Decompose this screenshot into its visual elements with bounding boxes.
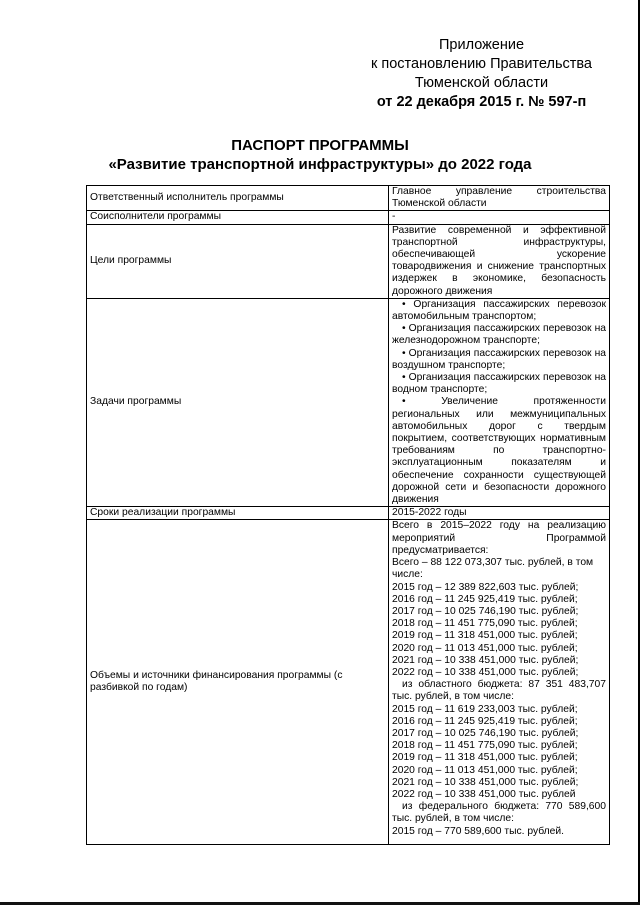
regional-year-line: 2022 год – 10 338 451,000 тыс. рублей [392, 788, 576, 800]
task-item: • Увеличение протяженности региональных или межмуниципальных автомобильных дорог с твердым покрытием, соответствующих нормативным требованиям по транспортно-эксплуатационным показателям и обеспечение сохранности существующей дорожной сети и безопасности дорожного движения [392, 396, 606, 506]
row-label: Сроки реализации программы [87, 507, 389, 520]
regional-year-line: 2015 год – 11 619 233,003 тыс. рублей; [392, 703, 578, 715]
table-row-tasks [87, 298, 610, 506]
resolution-date-number: от 22 декабря 2015 г. № 597-п [376, 94, 587, 110]
region-name: Тюменской области [414, 75, 549, 91]
resolution-ref: к постановлению Правительства [371, 56, 592, 72]
federal-year-line: 2015 год – 770 589,600 тыс. рублей. [392, 825, 565, 837]
financing-total: Всего – 88 122 073,307 тыс. рублей, в том числе: [392, 557, 594, 581]
row-value: 2015-2022 годы [389, 507, 610, 520]
row-label: Цели программы [87, 224, 389, 298]
financing-federal: из федерального бюджета: 770 589,600 тыс. рублей, в том числе: [392, 801, 606, 825]
financing-year-line: 2020 год – 11 013 451,000 тыс. рублей; [392, 642, 578, 654]
row-label: Соисполнители программы [87, 211, 389, 224]
regional-year-line: 2018 год – 11 451 775,090 тыс. рублей; [392, 740, 578, 752]
row-label: Объемы и источники финансирования программы (с разбивкой по годам) [87, 520, 389, 844]
document-header [371, 36, 592, 112]
cell-bottom-space [392, 838, 606, 844]
page-title [0, 136, 640, 174]
financing-year-line: 2016 год – 11 245 925,419 тыс. рублей; [392, 593, 578, 605]
regional-year-line: 2016 год – 11 245 925,419 тыс. рублей; [392, 715, 578, 727]
financing-year-line: 2021 год – 10 338 451,000 тыс. рублей; [392, 654, 579, 666]
financing-year-line: 2022 год – 10 338 451,000 тыс. рублей; [392, 666, 579, 678]
financing-year-line: 2018 год – 11 451 775,090 тыс. рублей; [392, 618, 578, 630]
table-row-goals [87, 224, 610, 298]
passport-table [86, 185, 610, 845]
row-value: Главное управление строительства Тюменской области [389, 186, 610, 211]
row-value [389, 298, 610, 506]
title-line-2: «Развитие транспортной инфраструктуры» до 2022 года [108, 156, 532, 173]
financing-federal-years [392, 826, 606, 838]
task-item: • Организация пассажирских перевозок автомобильным транспортом; [392, 298, 606, 323]
financing-regional-years [392, 704, 606, 802]
task-item: • Организация пассажирских перевозок на железнодорожном транспорте; [392, 323, 606, 347]
title-line-1: ПАСПОРТ ПРОГРАММЫ [231, 137, 409, 154]
row-value [389, 520, 610, 844]
financing-year-line: 2015 год – 12 389 822,603 тыс. рублей; [392, 581, 579, 593]
appendix-label: Приложение [438, 37, 525, 53]
regional-year-line: 2021 год – 10 338 451,000 тыс. рублей; [392, 776, 579, 788]
row-value: Развитие современной и эффективной транспортной инфраструктуры, обеспечивающей ускорение товародвижения и снижение транспортных издержек в экономике, безопасность дорожного движения [389, 224, 610, 298]
regional-year-line: 2017 год – 10 025 746,190 тыс. рублей; [392, 727, 579, 739]
financing-intro: Всего в 2015–2022 году на реализацию мероприятий Программой предусматривается: [392, 520, 606, 556]
financing-year-line: 2019 год – 11 318 451,000 тыс. рублей; [392, 630, 578, 642]
row-value: - [389, 211, 610, 224]
regional-year-line: 2019 год – 11 318 451,000 тыс. рублей; [392, 752, 578, 764]
row-label: Задачи программы [87, 298, 389, 506]
financing-year-line: 2017 год – 10 025 746,190 тыс. рублей; [392, 605, 579, 617]
table-row-financing [87, 520, 610, 844]
table-row-period [87, 507, 610, 520]
table-row-coexecutors [87, 211, 610, 224]
row-label: Ответственный исполнитель программы [87, 186, 389, 211]
financing-total-years [392, 582, 606, 680]
regional-year-line: 2020 год – 11 013 451,000 тыс. рублей; [392, 764, 578, 776]
financing-regional: из областного бюджета: 87 351 483,707 тыс. рублей, в том числе: [392, 679, 606, 703]
task-item: • Организация пассажирских перевозок на водном транспорте; [392, 372, 606, 396]
table-row-executor [87, 186, 610, 211]
task-item: • Организация пассажирских перевозок на воздушном транспорте; [392, 347, 606, 371]
